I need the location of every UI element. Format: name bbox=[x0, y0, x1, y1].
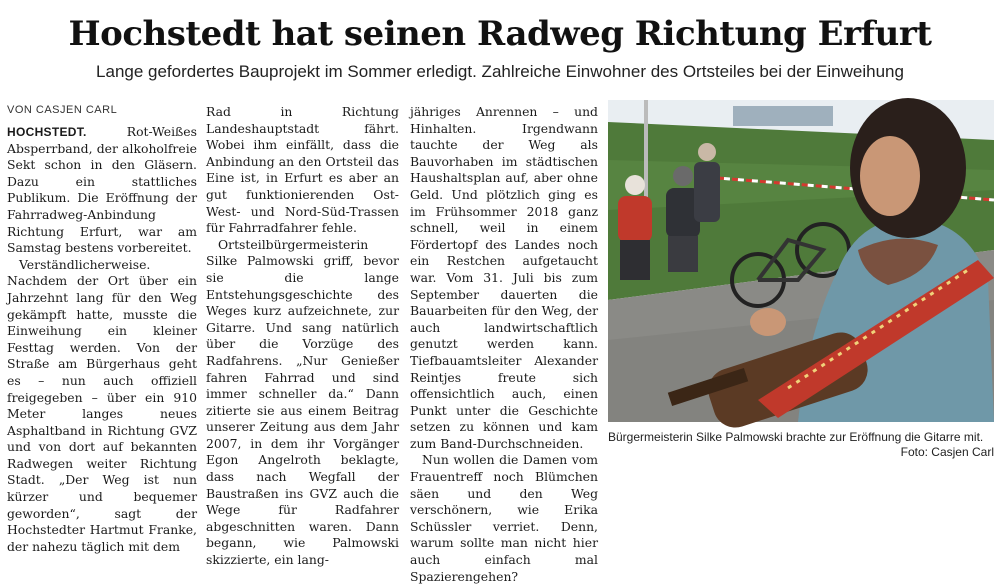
photo-caption bbox=[608, 430, 994, 460]
article-column-3 bbox=[410, 104, 598, 584]
caption-text: Bürgermeisterin Silke Palmowski brachte zur Eröffnung die Gitarre mit. bbox=[608, 430, 984, 444]
paragraph: Nun wollen die Damen vom Frauentreff noch Blümchen säen und den Weg verschönern, wie Erika Schüssler verriet. Denn, warum sollte man nicht hier auch einfach mal Spazierengehen? bbox=[410, 452, 598, 584]
headline: Hochstedt hat seinen Radweg Richtung Erfurt bbox=[68, 14, 932, 54]
photo-credit: Foto: Casjen Carl bbox=[900, 445, 994, 459]
paragraph: Verständlicherweise. Nachdem der Ort über ein Jahrzehnt lang für den Weg gekämpft hatte, musste die Einweihung ein kleiner Festtag werden. Von der Straße am Bürgerhaus geht es – nun auch offiziell freigegeben – über ein 910 Meter langes neues Asphaltband in Richtung GVZ und von dort auf bekannten Radwegen weiter Richtung Stadt. „Der Weg ist nun kürzer und bequemer geworden“, sagt der Hochstedter Hartmut Franke, der nahezu täglich mit dem bbox=[7, 256, 197, 554]
paragraph: Rot-Weißes Absperrband, der alkoholfreie Sekt schon in den Gläsern. Dazu ein stattliches Publikum. Die Eröffnung der Fahrradweg-Anbindung Richtung Erfurt, war am Samstag bestens vorbereitet. bbox=[7, 124, 197, 256]
paragraph: jähriges Anrennen – und Hinhalten. Irgendwann tauchte der Weg als Bauvorhaben im städtischen Haushaltsplan auf, aber ohne Geld. Und plötzlich ging es im Frühsommer 2018 ganz schnell, weil in einem Fördertopf des Landes noch ein Restchen aufgetaucht war. Vom 31. Juli bis zum September dauerten die Bauarbeiten für den Weg, der auch landwirtschaftlich genutzt werden kann. Tiefbauamtsleiter Alexander Reintjes freute sich offensichtlich auch, einen Punkt unter die Geschichte setzen zu können und kam zum Band-Durchschneiden. bbox=[410, 104, 598, 451]
photo-illustration bbox=[608, 100, 994, 422]
byline: VON CASJEN CARL bbox=[7, 104, 118, 116]
subheadline: Lange gefordertes Bauprojekt im Sommer erledigt. Zahlreiche Einwohner des Ortsteiles bei der Einweihung bbox=[96, 62, 904, 81]
paragraph: Rad in Richtung Landeshauptstadt fährt. Wobei ihm einfällt, dass die Anbindung an den Ortsteil das Eine ist, in Erfurt es aber an gut funktionierenden Ost-West- und Nord-Süd-Trassen für Fahrradfahrer fehle. bbox=[206, 104, 399, 236]
paragraph: Ortsteilbürgermeisterin Silke Palmowski griff, bevor sie die lange Entstehungsgeschichte des Weges kurz aufzeichnete, zur Gitarre. Und sang natürlich über die Vorzüge des Radfahrens. „Nur Genießer fahren Fahrrad und sind immer schneller da.“ Dann zitierte sie aus einem Beitrag unserer Zeitung aus dem Jahr 2007, in dem ihr Vorgänger Egon Angelroth beklagte, dass nach Wegfall der Baustraßen ins GVZ auch die Wege für Radfahrer abgeschnitten waren. Dann begann, wie Palmowski skizzierte, ein lang- bbox=[206, 236, 399, 568]
article-column-2 bbox=[206, 104, 399, 568]
dateline: HOCHSTEDT. bbox=[7, 125, 87, 139]
article-column-1 bbox=[7, 124, 197, 554]
article-photo bbox=[608, 100, 994, 422]
